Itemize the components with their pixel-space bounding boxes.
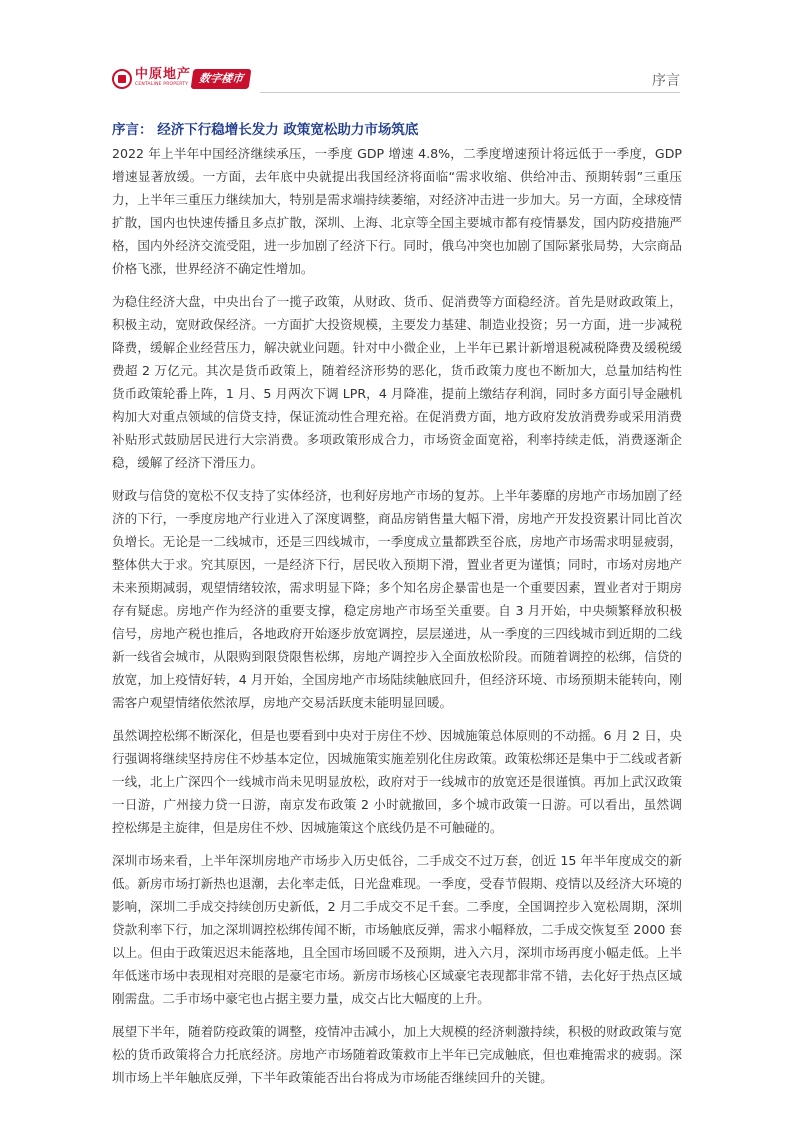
preface-title: 序言： 经济下行稳增长发力 政策宽松助力市场筑底	[112, 122, 419, 138]
paragraph: 2022 年上半年中国经济继续承压，一季度 GDP 增速 4.8%，二季度增速预计将远低于一季度，GDP 增速显著放缓。一方面，去年底中央就提出我国经济将面临“需求收缩、供给冲击、预期转弱”三重压力，上半年三重压力继续加大，特别是需求端持续萎缩，对经济冲击进一步加大。另一方面，全球疫情扩散，国内也快速传播且多点扩散，深圳、上海、北京等全国主要城市都有疫情暴发，国内防疫措施严格，国内外经济交流受阻，进一步加剧了经济下行。同时，俄乌冲突也加剧了国际紧张局势，大宗商品价格飞涨，世界经济不确定性增加。	[112, 146, 682, 276]
logo-name-cn: 中原地产	[135, 67, 192, 82]
page-header	[112, 66, 680, 94]
section-name: 序言	[652, 73, 680, 89]
paragraph: 虽然调控松绑不断深化，但是也要看到中央对于房住不炒、因城施策总体原则的不动摇。6 月 2 日，央行强调将继续坚持房住不炒基本定位，因城施策实施差别化住房政策。政策松绑还是集中于二线或者新一线，北上广深四个一线城市尚未见明显放松，政府对于一线城市的放宽还是很谨慎。再加上武汉政策一日游，广州接力贷一日游，南京发布政策 2 小时就撤回，多个城市政策一日游。可以看出，虽然调控松绑是主旋律，但是房住不炒、因城施策这个底线仍是不可触碰的。	[112, 728, 682, 835]
paragraph: 为稳住经济大盘，中央出台了一揽子政策，从财政、货币、促消费等方面稳经济。首先是财政政策上，积极主动，宽财政保经济。一方面扩大投资规模，主要发力基建、制造业投资；另一方面，进一步减税降费，缓解企业经营压力，解决就业问题。针对中小微企业，上半年已累计新增退税减税降费及缓税缓费超 2 万亿元。其次是货币政策上，随着经济形势的恶化，货币政策力度也不断加大，总量加结构性货币政策轮番上阵，1 月、5 月两次下调 LPR，4 月降准，提前上缴结存利润，同时多方面引导金融机构加大对重点领域的信贷支持，保证流动性合理充裕。在促消费方面，地方政府发放消费券或采用消费补贴形式鼓励居民进行大宗消费。多项政策形成合力，市场资金面宽裕，利率持续走低，消费逐渐企稳，缓解了经济下滑压力。	[112, 294, 682, 470]
digital-market-badge: 数字楼市	[191, 69, 252, 89]
preface-body	[112, 142, 682, 1099]
paragraph: 财政与信贷的宽松不仅支持了实体经济，也利好房地产市场的复苏。上半年萎靡的房地产市场加剧了经济的下行，一季度房地产行业进入了深度调整，商品房销售量大幅下滑，房地产开发投资累计同比首次负增长。无论是一二线城市，还是三四线城市，一季度成立量都跌至谷底，房地产市场需求明显疲弱，整体供大于求。究其原因，一是经济下行，居民收入预期下滑，置业者更为谨慎；同时，市场对房地产未来预期减弱，观望情绪较浓，需求明显下降；多个知名房企暴雷也是一个重要因素，置业者对于期房存有疑虑。房地产作为经济的重要支撑，稳定房地产市场至关重要。自 3 月开始，中央频繁释放积极信号，房地产税也推后，各地政府开始逐步放宽调控，层层递进，从一季度的三四线城市到近期的二线新一线省会城市，从限购到限贷限售松绑，房地产调控步入全面放松阶段。而随着调控的松绑，信贷的放宽，加上疫情好转，4 月开始，全国房地产市场陆续触底回升，但经济环境、市场预期未能转向，刚需客户观望情绪依然浓厚，房地产交易活跃度未能明显回暖。	[112, 488, 682, 710]
logo-name-en: CENTALINE PROPERTY	[135, 82, 189, 87]
paragraph: 展望下半年，随着防疫政策的调整，疫情冲击减小，加上大规模的经济刺激持续，积极的财政政策与宽松的货币政策将合力托底经济。房地产市场随着政策救市上半年已完成触底，但也难掩需求的疲弱。深圳市场上半年触底反弹，下半年政策能否出台将成为市场能否继续回升的关键。	[112, 1024, 682, 1085]
centaline-logo-icon	[112, 69, 132, 89]
centaline-logo	[112, 68, 191, 92]
header-divider	[260, 92, 680, 93]
paragraph: 深圳市场来看，上半年深圳房地产市场步入历史低谷，二手成交不过万套，创近 15 年半年度成交的新低。新房市场打新热也退潮，去化率走低，日光盘难现。一季度，受春节假期、疫情以及经济大环境的影响，深圳二手成交持续创历史新低，2 月二手成交不足千套。二季度，全国调控步入宽松周期，深圳贷款利率下行，加之深圳调控松绑传闻不断，市场触底反弹，需求小幅释放，二手成交恢复至 2000 套以上。但由于政策迟迟未能落地，且全国市场回暖不及预期，进入六月，深圳市场再度小幅走低。上半年低迷市场中表现相对亮眼的是豪宅市场。新房市场核心区域豪宅表现都非常不错，去化好于热点区域刚需盘。二手市场中豪宅也占据主要力量，成交占比大幅度的上升。	[112, 853, 682, 1006]
